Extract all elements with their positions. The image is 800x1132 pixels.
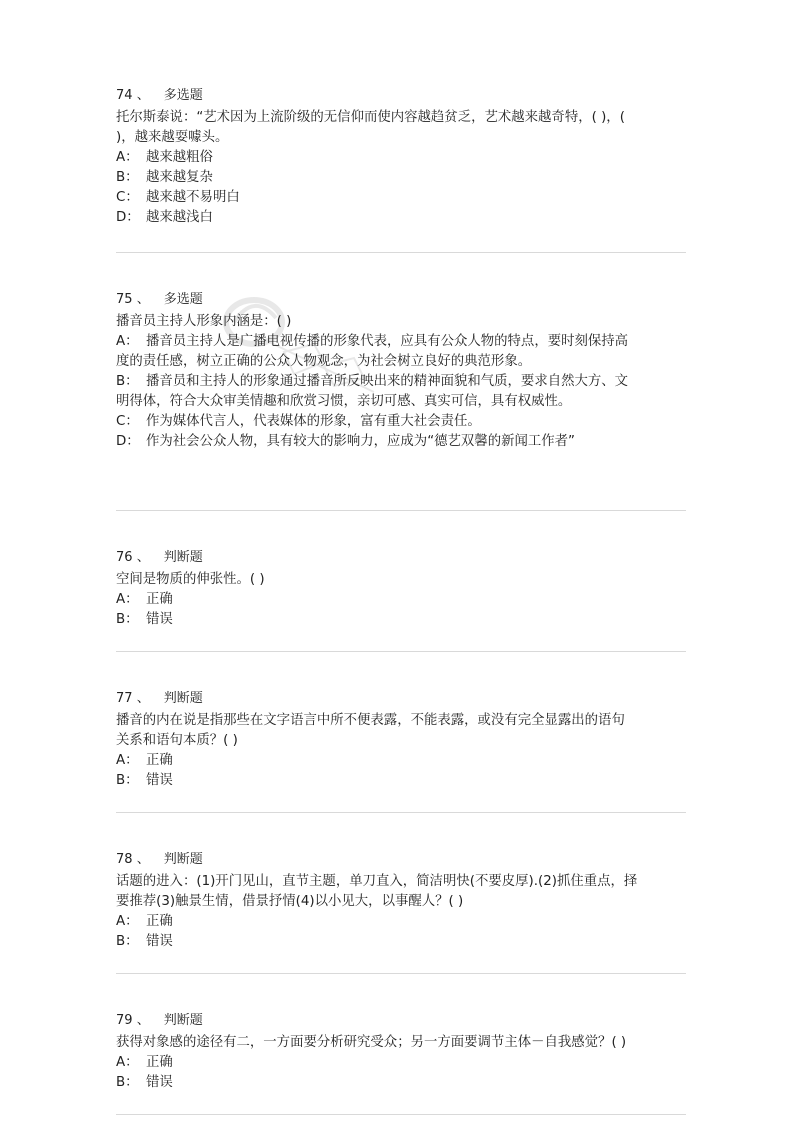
option-text: 正确 xyxy=(146,592,173,607)
option-a[interactable] xyxy=(116,912,686,932)
question-type: 多选题 xyxy=(163,88,203,103)
option-text: 正确 xyxy=(146,1055,173,1070)
question-77 xyxy=(116,652,686,812)
question-header xyxy=(116,548,686,568)
question-list xyxy=(116,86,686,1115)
option-c[interactable] xyxy=(116,412,686,432)
option-letter: B： xyxy=(116,374,139,389)
option-text: 越来越粗俗 xyxy=(146,150,213,165)
question-type: 多选题 xyxy=(163,292,203,307)
option-text: 正确 xyxy=(146,753,173,768)
option-b[interactable] xyxy=(116,1073,686,1093)
option-text: 错误 xyxy=(146,612,173,627)
option-text: 播音员和主持人的形象通过播音所反映出来的精神面貌和气质，要求自然大方、文 xyxy=(146,374,629,389)
option-letter: B： xyxy=(116,773,139,788)
question-74 xyxy=(116,86,686,252)
question-stem-line: 获得对象感的途径有二，一方面要分析研究受众；另一方面要调节主体－自我感觉？( ) xyxy=(116,1035,627,1050)
option-letter: C： xyxy=(116,190,139,205)
question-header xyxy=(116,86,686,106)
option-text: 播音员主持人是广播电视传播的形象代表，应具有公众人物的特点，要时刻保持高 xyxy=(146,334,629,349)
question-number: 77 、 xyxy=(116,691,150,706)
question-header xyxy=(116,850,686,870)
question-number: 76 、 xyxy=(116,550,150,565)
option-d[interactable] xyxy=(116,432,686,452)
question-type: 判断题 xyxy=(163,550,203,565)
option-text-continued: 度的责任感，树立正确的公众人物观念，为社会树立良好的典范形象。 xyxy=(116,354,532,369)
option-letter: D： xyxy=(116,434,140,449)
option-letter: A： xyxy=(116,914,139,929)
option-letter: B： xyxy=(116,934,139,949)
question-stem-line: 关系和语句本质？( ) xyxy=(116,733,238,748)
option-text: 错误 xyxy=(146,773,173,788)
option-text: 正确 xyxy=(146,914,173,929)
option-letter: A： xyxy=(116,150,139,165)
question-79 xyxy=(116,974,686,1114)
option-text: 越来越复杂 xyxy=(146,170,213,185)
question-stem-line: 空间是物质的伸张性。( ) xyxy=(116,572,265,587)
question-stem-line: )，越来越耍噱头。 xyxy=(116,130,229,145)
option-text-continued: 明得体，符合大众审美情趣和欣赏习惯，亲切可感、真实可信，具有权威性。 xyxy=(116,394,572,409)
option-text: 作为媒体代言人，代表媒体的形象，富有重大社会责任。 xyxy=(146,414,481,429)
option-b[interactable] xyxy=(116,610,686,630)
option-b[interactable] xyxy=(116,372,686,392)
question-type: 判断题 xyxy=(163,691,203,706)
option-letter: B： xyxy=(116,170,139,185)
question-number: 74 、 xyxy=(116,88,150,103)
option-text: 错误 xyxy=(146,934,173,949)
option-letter: A： xyxy=(116,334,139,349)
option-b[interactable] xyxy=(116,932,686,952)
option-letter: A： xyxy=(116,592,139,607)
question-header xyxy=(116,290,686,310)
question-78 xyxy=(116,813,686,973)
question-stem-line: 托尔斯泰说：“艺术因为上流阶级的无信仰而使内容越趋贫乏，艺术越来越奇特，( )，( xyxy=(116,110,625,125)
option-a[interactable] xyxy=(116,332,686,352)
option-c[interactable] xyxy=(116,188,686,208)
option-a[interactable] xyxy=(116,590,686,610)
question-stem-line: 话题的进入：(1)开门见山，直节主题，单刀直入，简洁明快(不要皮厚).(2)抓住重点，择 xyxy=(116,874,638,889)
option-d[interactable] xyxy=(116,208,686,228)
question-number: 79 、 xyxy=(116,1013,150,1028)
option-letter: A： xyxy=(116,753,139,768)
question-stem-line: 要推荐(3)触景生情，借景抒情(4)以小见大，以事醒人？( ) xyxy=(116,894,464,909)
question-stem-line: 播音的内在说是指那些在文字语言中所不便表露，不能表露，或没有完全显露出的语句 xyxy=(116,713,625,728)
option-letter: B： xyxy=(116,1075,139,1090)
option-a[interactable] xyxy=(116,1053,686,1073)
option-letter: C： xyxy=(116,414,139,429)
option-text: 越来越不易明白 xyxy=(146,190,240,205)
option-letter: B： xyxy=(116,612,139,627)
question-header xyxy=(116,689,686,709)
option-letter: A： xyxy=(116,1055,139,1070)
option-text: 错误 xyxy=(146,1075,173,1090)
question-number: 78 、 xyxy=(116,852,150,867)
option-a[interactable] xyxy=(116,751,686,771)
question-stem-line: 播音员主持人形象内涵是：( ) xyxy=(116,314,292,329)
question-header xyxy=(116,1011,686,1031)
option-text: 越来越浅白 xyxy=(146,210,213,225)
question-75 xyxy=(116,253,686,510)
question-type: 判断题 xyxy=(163,852,203,867)
option-text: 作为社会公众人物，具有较大的影响力，应成为“德艺双馨的新闻工作者” xyxy=(146,434,575,449)
question-76 xyxy=(116,511,686,651)
question-number: 75 、 xyxy=(116,292,150,307)
question-divider xyxy=(116,1114,686,1115)
option-b[interactable] xyxy=(116,168,686,188)
option-a[interactable] xyxy=(116,148,686,168)
option-letter: D： xyxy=(116,210,140,225)
option-b[interactable] xyxy=(116,771,686,791)
question-type: 判断题 xyxy=(163,1013,203,1028)
